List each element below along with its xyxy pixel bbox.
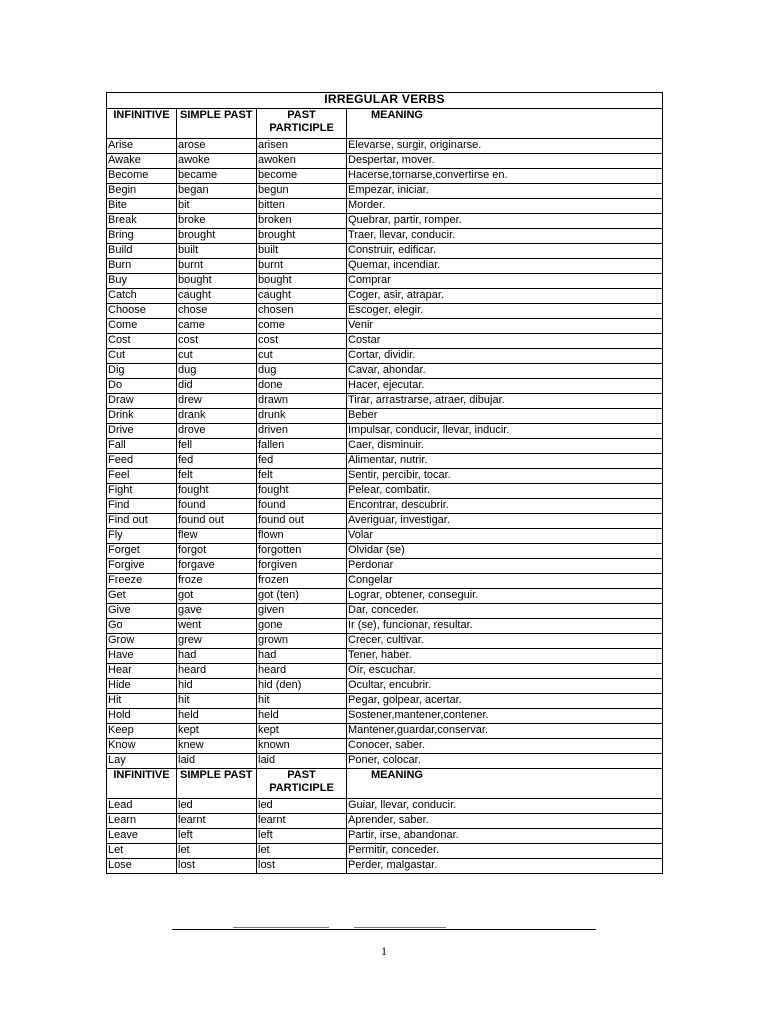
meaning-cell: Guiar, llevar, conducir. [347,799,663,814]
meaning-cell: Sentir, percibir, tocar. [347,469,663,484]
table-row [107,799,663,814]
past-participle-cell: awoken [257,154,347,169]
past-participle-cell: fed [257,454,347,469]
meaning-cell: Lograr, obtener, conseguir. [347,589,663,604]
simple-past-cell: dug [177,364,257,379]
meaning-cell: Alimentar, nutrir. [347,454,663,469]
meaning-cell: Crecer, cultivar. [347,634,663,649]
simple-past-cell: drank [177,409,257,424]
meaning-cell: Olvidar (se) [347,544,663,559]
past-participle-cell: caught [257,289,347,304]
simple-past-cell: fought [177,484,257,499]
infinitive-cell: Hide [107,679,177,694]
simple-past-cell: chose [177,304,257,319]
infinitive-cell: Dig [107,364,177,379]
table-row [107,259,663,274]
meaning-cell: Mantener,guardar,conservar. [347,724,663,739]
simple-past-cell: bought [177,274,257,289]
table-row [107,634,663,649]
past-participle-cell: felt [257,469,347,484]
infinitive-cell: Fight [107,484,177,499]
meaning-cell: Congelar [347,574,663,589]
meaning-cell: Ir (se), funcionar, resultar. [347,619,663,634]
simple-past-cell: lost [177,859,257,874]
meaning-cell: Perdonar [347,559,663,574]
table-row [107,364,663,379]
simple-past-cell: froze [177,574,257,589]
simple-past-cell: cost [177,334,257,349]
meaning-cell: Averiguar, investigar. [347,514,663,529]
past-participle-cell: done [257,379,347,394]
infinitive-cell: Freeze [107,574,177,589]
infinitive-cell: Lead [107,799,177,814]
past-participle-cell: flown [257,529,347,544]
table-row [107,499,663,514]
meaning-cell: Pelear, combatir. [347,484,663,499]
simple-past-cell: awoke [177,154,257,169]
past-participle-cell: driven [257,424,347,439]
column-header: INFINITIVE [107,769,177,799]
table-row [107,379,663,394]
past-participle-cell: left [257,829,347,844]
table-row [107,619,663,634]
infinitive-cell: Learn [107,814,177,829]
table-row [107,604,663,619]
infinitive-cell: Bite [107,199,177,214]
meaning-cell: Sostener,mantener,contener. [347,709,663,724]
simple-past-cell: left [177,829,257,844]
simple-past-cell: kept [177,724,257,739]
table-row [107,319,663,334]
table-row [107,859,663,874]
past-participle-cell: got (ten) [257,589,347,604]
simple-past-cell: became [177,169,257,184]
meaning-cell: Encontrar, descubrir. [347,499,663,514]
table-row [107,844,663,859]
table-row [107,469,663,484]
table-row [107,229,663,244]
table-row [107,679,663,694]
past-participle-cell: frozen [257,574,347,589]
meaning-cell: Impulsar, conducir, llevar, inducir. [347,424,663,439]
infinitive-cell: Cost [107,334,177,349]
past-participle-cell: let [257,844,347,859]
simple-past-cell: found out [177,514,257,529]
infinitive-cell: Find [107,499,177,514]
table-row [107,664,663,679]
meaning-cell: Hacerse,tornarse,convertirse en. [347,169,663,184]
past-participle-cell: gone [257,619,347,634]
irregular-verbs-table [106,92,663,874]
simple-past-cell: broke [177,214,257,229]
table-row [107,199,663,214]
table-row [107,739,663,754]
past-participle-cell: grown [257,634,347,649]
simple-past-cell: bit [177,199,257,214]
table-title: IRREGULAR VERBS [107,93,663,109]
past-participle-cell: bitten [257,199,347,214]
infinitive-cell: Hold [107,709,177,724]
table-row [107,454,663,469]
column-header: PAST PARTICIPLE [257,769,347,799]
past-participle-cell: dug [257,364,347,379]
column-header: INFINITIVE [107,109,177,139]
simple-past-cell: found [177,499,257,514]
simple-past-cell: built [177,244,257,259]
meaning-cell: Perder, malgastar. [347,859,663,874]
table-row [107,439,663,454]
infinitive-cell: Have [107,649,177,664]
simple-past-cell: heard [177,664,257,679]
past-participle-cell: broken [257,214,347,229]
table-row [107,424,663,439]
column-header: MEANING [347,109,663,139]
simple-past-cell: gave [177,604,257,619]
meaning-cell: Beber [347,409,663,424]
past-participle-cell: found [257,499,347,514]
infinitive-cell: Let [107,844,177,859]
column-header: PAST PARTICIPLE [257,109,347,139]
table-row [107,649,663,664]
meaning-cell: Cavar, ahondar. [347,364,663,379]
simple-past-cell: held [177,709,257,724]
table-row [107,709,663,724]
infinitive-cell: Awake [107,154,177,169]
past-participle-cell: given [257,604,347,619]
table-row [107,244,663,259]
past-participle-cell: known [257,739,347,754]
meaning-cell: Caer, disminuir. [347,439,663,454]
simple-past-cell: learnt [177,814,257,829]
meaning-cell: Coger, asir, atrapar. [347,289,663,304]
footer-rule-right [354,927,446,928]
infinitive-cell: Do [107,379,177,394]
past-participle-cell: chosen [257,304,347,319]
past-participle-cell: brought [257,229,347,244]
meaning-cell: Partir, irse, abandonar. [347,829,663,844]
past-participle-cell: found out [257,514,347,529]
simple-past-cell: hid [177,679,257,694]
simple-past-cell: fed [177,454,257,469]
simple-past-cell: began [177,184,257,199]
simple-past-cell: caught [177,289,257,304]
infinitive-cell: Forgive [107,559,177,574]
infinitive-cell: Cut [107,349,177,364]
past-participle-cell: drunk [257,409,347,424]
past-participle-cell: drawn [257,394,347,409]
meaning-cell: Elevarse, surgir, originarse. [347,139,663,154]
past-participle-cell: forgiven [257,559,347,574]
past-participle-cell: come [257,319,347,334]
table-row [107,559,663,574]
table-row [107,589,663,604]
column-header: SIMPLE PAST [177,109,257,139]
simple-past-cell: flew [177,529,257,544]
simple-past-cell: led [177,799,257,814]
infinitive-cell: Hit [107,694,177,709]
table-row [107,724,663,739]
simple-past-cell: knew [177,739,257,754]
meaning-cell: Quebrar, partir, romper. [347,214,663,229]
infinitive-cell: Bring [107,229,177,244]
infinitive-cell: Break [107,214,177,229]
table-row [107,334,663,349]
table-row [107,814,663,829]
meaning-cell: Morder. [347,199,663,214]
past-participle-cell: learnt [257,814,347,829]
past-participle-cell: had [257,649,347,664]
table-row [107,139,663,154]
simple-past-cell: cut [177,349,257,364]
infinitive-cell: Forget [107,544,177,559]
past-participle-cell: heard [257,664,347,679]
past-participle-cell: cut [257,349,347,364]
meaning-cell: Ocultar, encubrir. [347,679,663,694]
infinitive-cell: Buy [107,274,177,289]
meaning-cell: Conocer, saber. [347,739,663,754]
page-number: 1 [381,944,387,958]
table-row [107,529,663,544]
past-participle-cell: lost [257,859,347,874]
table-row [107,304,663,319]
meaning-cell: Poner, colocar. [347,754,663,769]
meaning-cell: Comprar [347,274,663,289]
meaning-cell: Tirar, arrastrarse, atraer, dibujar. [347,394,663,409]
meaning-cell: Aprender, saber. [347,814,663,829]
table-row [107,484,663,499]
infinitive-cell: Give [107,604,177,619]
simple-past-cell: drove [177,424,257,439]
simple-past-cell: had [177,649,257,664]
infinitive-cell: Draw [107,394,177,409]
meaning-cell: Traer, llevar, conducir. [347,229,663,244]
past-participle-cell: fought [257,484,347,499]
infinitive-cell: Get [107,589,177,604]
infinitive-cell: Lose [107,859,177,874]
table-row [107,184,663,199]
infinitive-cell: Drink [107,409,177,424]
meaning-cell: Hacer, ejecutar. [347,379,663,394]
infinitive-cell: Catch [107,289,177,304]
meaning-cell: Pegar, golpear, acertar. [347,694,663,709]
column-header-row [107,769,663,799]
past-participle-cell: arisen [257,139,347,154]
meaning-cell: Quemar, incendiar. [347,259,663,274]
table-row [107,289,663,304]
infinitive-cell: Fall [107,439,177,454]
table-title-row [107,93,663,109]
past-participle-cell: held [257,709,347,724]
meaning-cell: Oír, escuchar. [347,664,663,679]
past-participle-cell: hid (den) [257,679,347,694]
table-row [107,394,663,409]
infinitive-cell: Burn [107,259,177,274]
table-row [107,514,663,529]
infinitive-cell: Know [107,739,177,754]
infinitive-cell: Feel [107,469,177,484]
meaning-cell: Costar [347,334,663,349]
past-participle-cell: led [257,799,347,814]
infinitive-cell: Keep [107,724,177,739]
simple-past-cell: hit [177,694,257,709]
table-row [107,274,663,289]
meaning-cell: Escoger, elegir. [347,304,663,319]
past-participle-cell: begun [257,184,347,199]
simple-past-cell: forgot [177,544,257,559]
past-participle-cell: built [257,244,347,259]
past-participle-cell: hit [257,694,347,709]
simple-past-cell: did [177,379,257,394]
simple-past-cell: laid [177,754,257,769]
simple-past-cell: felt [177,469,257,484]
past-participle-cell: fallen [257,439,347,454]
infinitive-cell: Grow [107,634,177,649]
past-participle-cell: cost [257,334,347,349]
column-header: MEANING [347,769,663,799]
infinitive-cell: Drive [107,424,177,439]
column-header: SIMPLE PAST [177,769,257,799]
simple-past-cell: came [177,319,257,334]
infinitive-cell: Build [107,244,177,259]
infinitive-cell: Hear [107,664,177,679]
verbs-table-body [107,93,663,874]
footer-rule-left [233,927,329,928]
column-header-row [107,109,663,139]
simple-past-cell: drew [177,394,257,409]
simple-past-cell: fell [177,439,257,454]
infinitive-cell: Become [107,169,177,184]
past-participle-cell: burnt [257,259,347,274]
meaning-cell: Cortar, dividir. [347,349,663,364]
infinitive-cell: Go [107,619,177,634]
simple-past-cell: arose [177,139,257,154]
meaning-cell: Construir, edificar. [347,244,663,259]
simple-past-cell: got [177,589,257,604]
meaning-cell: Permitir, conceder. [347,844,663,859]
simple-past-cell: burnt [177,259,257,274]
table-row [107,409,663,424]
infinitive-cell: Leave [107,829,177,844]
simple-past-cell: grew [177,634,257,649]
infinitive-cell: Arise [107,139,177,154]
table-row [107,574,663,589]
simple-past-cell: let [177,844,257,859]
past-participle-cell: forgotten [257,544,347,559]
table-row [107,349,663,364]
simple-past-cell: brought [177,229,257,244]
infinitive-cell: Choose [107,304,177,319]
infinitive-cell: Find out [107,514,177,529]
past-participle-cell: kept [257,724,347,739]
infinitive-cell: Begin [107,184,177,199]
simple-past-cell: forgave [177,559,257,574]
table-row [107,544,663,559]
infinitive-cell: Fly [107,529,177,544]
meaning-cell: Venir [347,319,663,334]
meaning-cell: Empezar, iniciar. [347,184,663,199]
infinitive-cell: Come [107,319,177,334]
table-row [107,154,663,169]
meaning-cell: Dar, conceder. [347,604,663,619]
meaning-cell: Despertar, mover. [347,154,663,169]
footer-rule [172,929,596,930]
table-row [107,829,663,844]
table-row [107,169,663,184]
infinitive-cell: Lay [107,754,177,769]
infinitive-cell: Feed [107,454,177,469]
past-participle-cell: become [257,169,347,184]
simple-past-cell: went [177,619,257,634]
table-row [107,754,663,769]
past-participle-cell: laid [257,754,347,769]
table-row [107,694,663,709]
past-participle-cell: bought [257,274,347,289]
table-row [107,214,663,229]
meaning-cell: Volar [347,529,663,544]
meaning-cell: Tener, haber. [347,649,663,664]
